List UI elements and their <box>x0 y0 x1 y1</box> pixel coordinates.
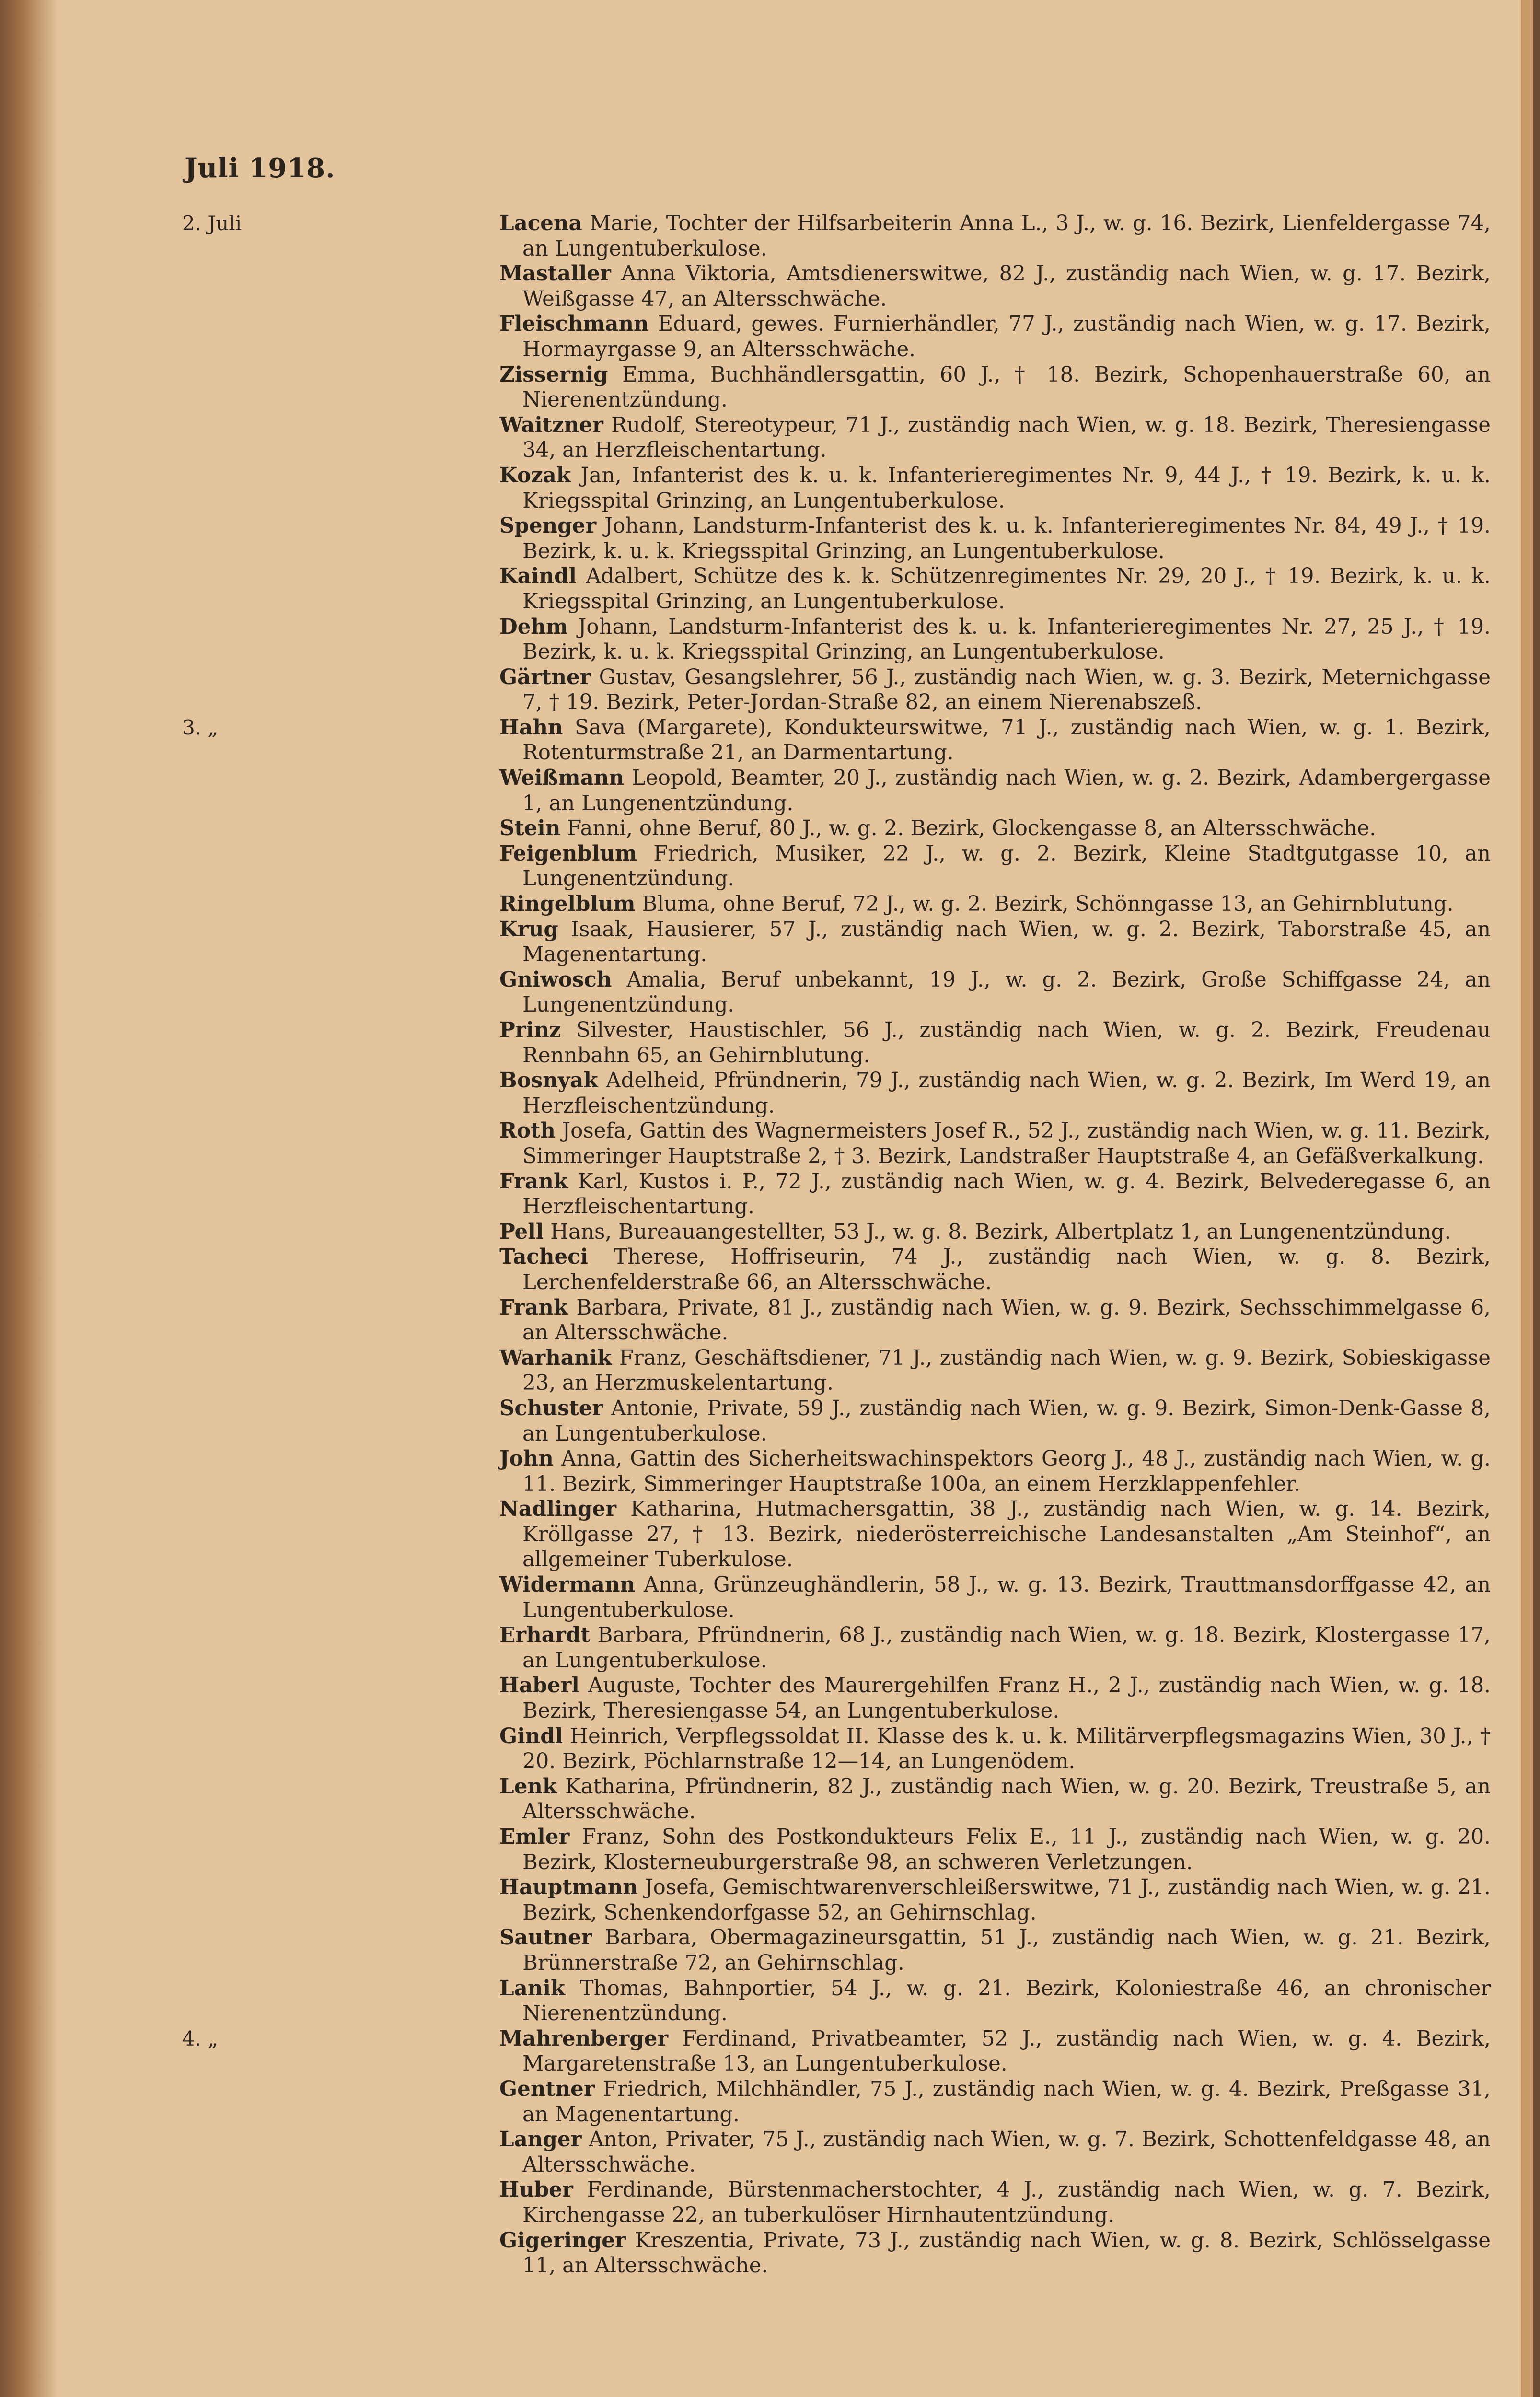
entry-text <box>182 1220 1491 1245</box>
entry-text <box>182 917 1491 967</box>
death-register-list <box>182 211 1491 2279</box>
entry-text <box>182 1673 1491 1723</box>
entry-surname: Waitzner <box>499 412 603 437</box>
entry-text <box>182 1018 1491 1068</box>
entry-surname: Tacheci <box>499 1245 589 1269</box>
entry-details: Karl, Kustos i. P., 72 J., zuständig nach Wien, w. g. 4. Bezirk, Belvederegasse 6, an Herzfleischentartung. <box>522 1169 1491 1219</box>
entry-surname: Ringelblum <box>499 892 636 917</box>
entry-surname: Krug <box>499 917 558 942</box>
entry-surname: Fleischmann <box>499 312 649 337</box>
register-entry <box>182 1220 1491 1245</box>
entry-details: Anna, Gattin des Sicherheitswachinspektors Georg J., 48 J., zuständig nach Wien, w. g. 11. Bezirk, Simmeringer Hauptstraße 100a, an einem Herzklappenfehler. <box>522 1447 1491 1496</box>
entry-surname: Langer <box>499 2127 582 2152</box>
entry-text <box>182 463 1491 513</box>
page-header: Juli 1918. <box>185 152 336 184</box>
entry-details: Franz, Sohn des Postkondukteurs Felix E., 11 J., zuständig nach Wien, w. g. 20. Bezirk, Klosterneuburgerstraße 98, an schweren Verletzungen. <box>522 1825 1491 1874</box>
entry-date: 4. „ <box>182 2026 219 2050</box>
entry-text <box>182 1295 1491 1346</box>
entry-text <box>182 1068 1491 1118</box>
entry-details: Johann, Landsturm-Infanterist des k. u. k. Infanterieregimentes Nr. 27, 25 J., † 19. Bezirk, k. u. k. Kriegsspital Grinzing, an Lungentuberkulose. <box>522 615 1491 664</box>
entry-text <box>182 1346 1491 1396</box>
register-entry <box>182 615 1491 665</box>
entry-text <box>182 2228 1491 2279</box>
entry-text <box>182 1623 1491 1673</box>
register-entry <box>182 1068 1491 1118</box>
entry-date: 2. Juli <box>182 211 242 235</box>
register-entry <box>182 917 1491 967</box>
entry-surname: Lanik <box>499 1976 566 2001</box>
entry-details: Hans, Bureauangestellter, 53 J., w. g. 8. Bezirk, Albertplatz 1, an Lungenentzündung. <box>550 1220 1451 1244</box>
entry-text <box>182 1976 1491 2026</box>
entry-text <box>182 1724 1491 1774</box>
entry-surname: Schuster <box>499 1396 603 1420</box>
entry-surname: Widermann <box>499 1572 636 1597</box>
entry-surname: Gärtner <box>499 664 591 689</box>
entry-text <box>182 766 1491 816</box>
entry-surname: Hahn <box>499 715 563 740</box>
entry-details: Johann, Landsturm-Infanterist des k. u. k. Infanterieregimentes Nr. 84, 49 J., † 19. Bezirk, k. u. k. Kriegsspital Grinzing, an Lungentuberkulose. <box>522 514 1491 563</box>
entry-surname: Emler <box>499 1825 570 1849</box>
entry-text <box>182 2127 1491 2177</box>
register-entry <box>182 766 1491 816</box>
register-entry <box>182 1976 1491 2026</box>
entry-details: Anton, Privater, 75 J., zuständig nach Wien, w. g. 7. Bezirk, Schottenfeldgasse 48, an Altersschwäche. <box>522 2128 1491 2177</box>
entry-surname: Mastaller <box>499 261 611 286</box>
entry-details: Kreszentia, Private, 73 J., zuständig nach Wien, w. g. 8. Bezirk, Schlösselgasse 11, an Altersschwäche. <box>522 2228 1491 2278</box>
entry-text <box>182 312 1491 362</box>
entry-text <box>182 1245 1491 1295</box>
entry-surname: Warhanik <box>499 1345 612 1370</box>
register-entry <box>182 1169 1491 1220</box>
entry-details: Rudolf, Stereotypeur, 71 J., zuständig nach Wien, w. g. 18. Bezirk, Theresiengasse 34, an Herzfleischentartung. <box>522 413 1491 463</box>
register-entry <box>182 1875 1491 1925</box>
entry-surname: Bosnyak <box>499 1068 598 1093</box>
entry-surname: Dehm <box>499 614 568 639</box>
register-entry <box>182 1118 1491 1169</box>
entry-details: Friedrich, Musiker, 22 J., w. g. 2. Bezirk, Kleine Stadtgutgasse 10, an Lungenentzündung. <box>522 841 1491 891</box>
entry-details: Josefa, Gattin des Wagnermeisters Josef R., 52 J., zuständig nach Wien, w. g. 11. Bezirk, Simmeringer Hauptstraße 2, † 3. Bezirk, Landstraßer Hauptstraße 4, an Gefäßverkalkung. <box>522 1119 1491 1168</box>
entry-surname: Hauptmann <box>499 1875 638 1900</box>
entry-surname: Prinz <box>499 1018 561 1042</box>
register-entry <box>182 1446 1491 1497</box>
entry-details: Antonie, Private, 59 J., zuständig nach Wien, w. g. 9. Bezirk, Simon-Denk-Gasse 8, an Lungentuberkulose. <box>522 1396 1491 1446</box>
entry-text <box>182 1396 1491 1446</box>
register-entry <box>182 211 1491 261</box>
entry-details: Barbara, Pfründnerin, 68 J., zuständig nach Wien, w. g. 18. Bezirk, Klostergasse 17, an Lungentuberkulose. <box>522 1623 1491 1673</box>
entry-surname: Stein <box>499 816 561 841</box>
entry-text <box>182 816 1491 841</box>
entry-text <box>182 892 1491 917</box>
entry-text <box>182 1446 1491 1497</box>
register-entry <box>182 841 1491 892</box>
entry-details: Emma, Buchhändlersgattin, 60 J., † 18. Bezirk, Schopenhauerstraße 60, an Nierenentzündung. <box>522 362 1491 412</box>
entry-details: Anna Viktoria, Amtsdienerswitwe, 82 J., zuständig nach Wien, w. g. 17. Bezirk, Weißgasse 47, an Altersschwäche. <box>522 262 1491 311</box>
entry-details: Leopold, Beamter, 20 J., zuständig nach Wien, w. g. 2. Bezirk, Adambergergasse 1, an Lungenentzündung. <box>522 766 1491 815</box>
entry-surname: Huber <box>499 2177 573 2202</box>
entry-text <box>182 261 1491 312</box>
register-entry <box>182 1724 1491 1774</box>
entry-surname: Zissernig <box>499 362 608 387</box>
register-entry <box>182 2177 1491 2228</box>
register-entry <box>182 1018 1491 1068</box>
register-entry <box>182 892 1491 917</box>
register-entry <box>182 1346 1491 1396</box>
entry-surname: Kozak <box>499 463 571 488</box>
register-entry <box>182 1295 1491 1346</box>
entry-surname: Roth <box>499 1118 556 1143</box>
entry-surname: Frank <box>499 1169 568 1194</box>
entry-text <box>182 1774 1491 1825</box>
register-entry <box>182 1497 1491 1572</box>
entry-details: Barbara, Private, 81 J., zuständig nach Wien, w. g. 9. Bezirk, Sechsschimmelgasse 6, an Altersschwäche. <box>522 1295 1491 1345</box>
entry-surname: Lacena <box>499 211 582 235</box>
entry-surname: Weißmann <box>499 766 625 791</box>
entry-text <box>182 665 1491 715</box>
entry-surname: Sautner <box>499 1925 592 1950</box>
register-entry <box>182 1572 1491 1623</box>
register-entry <box>182 1673 1491 1723</box>
entry-text <box>182 1825 1491 1875</box>
entry-surname: Kaindl <box>499 564 577 589</box>
register-entry <box>182 463 1491 513</box>
register-entry <box>182 1774 1491 1825</box>
entry-surname: Gniwosch <box>499 967 612 992</box>
entry-details: Fanni, ohne Beruf, 80 J., w. g. 2. Bezirk, Glockengasse 8, an Altersschwäche. <box>567 816 1377 841</box>
entry-text <box>182 841 1491 892</box>
register-entry <box>182 967 1491 1018</box>
register-entry <box>182 564 1491 614</box>
entry-details: Bluma, ohne Beruf, 72 J., w. g. 2. Bezirk, Schönngasse 13, an Gehirnblutung. <box>642 892 1454 917</box>
entry-text <box>182 513 1491 564</box>
page-edge-dark <box>1533 0 1540 2397</box>
entry-text <box>182 362 1491 413</box>
register-entry <box>182 1245 1491 1295</box>
entry-details: Adalbert, Schütze des k. k. Schützenregimentes Nr. 29, 20 J., † 19. Bezirk, k. u. k. Kriegsspital Grinzing, an Lungentuberkulose. <box>522 564 1491 614</box>
register-entry <box>182 413 1491 463</box>
binding-shadow <box>0 0 58 2397</box>
entry-text <box>182 1497 1491 1572</box>
entry-surname: Spenger <box>499 513 597 538</box>
entry-text <box>182 413 1491 463</box>
register-entry <box>182 2228 1491 2279</box>
register-entry <box>182 715 1491 766</box>
register-entry <box>182 2077 1491 2127</box>
register-entry <box>182 1396 1491 1446</box>
register-entry <box>182 261 1491 312</box>
entry-text <box>182 1572 1491 1623</box>
entry-details: Eduard, gewes. Furnierhändler, 77 J., zuständig nach Wien, w. g. 17. Bezirk, Hormayrgasse 9, an Altersschwäche. <box>522 312 1491 361</box>
entry-surname: Feigenblum <box>499 841 637 866</box>
entry-surname: Gigeringer <box>499 2228 626 2253</box>
entry-details: Thomas, Bahnportier, 54 J., w. g. 21. Bezirk, Koloniestraße 46, an chronischer Nierenentzündung. <box>522 1976 1491 2026</box>
register-entry <box>182 2127 1491 2177</box>
entry-text <box>182 967 1491 1018</box>
register-entry <box>182 513 1491 564</box>
entry-details: Sava (Margarete), Kondukteurswitwe, 71 J., zuständig nach Wien, w. g. 1. Bezirk, Rotenturmstraße 21, an Darmentartung. <box>522 715 1491 765</box>
entry-surname: Pell <box>499 1219 544 1244</box>
entry-surname: Erhardt <box>499 1623 591 1648</box>
register-entry <box>182 362 1491 413</box>
entry-details: Anna, Grünzeughändlerin, 58 J., w. g. 13. Bezirk, Trauttmansdorffgasse 42, an Lungentuberkulose. <box>522 1573 1491 1622</box>
entry-surname: Gindl <box>499 1723 563 1748</box>
entry-text <box>182 1875 1491 1925</box>
entry-details: Jan, Infanterist des k. u. k. Infanterieregimentes Nr. 9, 44 J., † 19. Bezirk, k. u. k. Kriegsspital Grinzing, an Lungentuberkulose. <box>522 463 1491 513</box>
register-entry <box>182 312 1491 362</box>
register-entry <box>182 2026 1491 2077</box>
entry-text <box>182 2026 1491 2077</box>
entry-details: Ferdinand, Privatbeamter, 52 J., zuständig nach Wien, w. g. 4. Bezirk, Margaretenstraße 13, an Lungentuberkulose. <box>522 2026 1491 2076</box>
entry-surname: Gentner <box>499 2076 595 2101</box>
entry-date: 3. „ <box>182 715 219 739</box>
entry-text <box>182 615 1491 665</box>
entry-text <box>182 1118 1491 1169</box>
entry-surname: Mahrenberger <box>499 2026 669 2051</box>
entry-surname: Nadlinger <box>499 1497 617 1522</box>
entry-details: Adelheid, Pfründnerin, 79 J., zuständig nach Wien, w. g. 2. Bezirk, Im Werd 19, an Herzfleischentzündung. <box>522 1069 1491 1118</box>
entry-text <box>182 2077 1491 2127</box>
register-entry <box>182 1623 1491 1673</box>
entry-surname: Lenk <box>499 1774 557 1799</box>
entry-details: Josefa, Gemischtwarenverschleißerswitwe, 71 J., zuständig nach Wien, w. g. 21. Bezirk, Schenkendorfgasse 52, an Gehirnschlag. <box>522 1875 1491 1925</box>
entry-details: Auguste, Tochter des Maurergehilfen Franz H., 2 J., zuständig nach Wien, w. g. 18. Bezirk, Theresiengasse 54, an Lungentuberkulose. <box>522 1674 1491 1723</box>
entry-details: Franz, Geschäftsdiener, 71 J., zuständig nach Wien, w. g. 9. Bezirk, Sobieskigasse 23, an Herzmuskelentartung. <box>522 1346 1491 1396</box>
register-entry <box>182 665 1491 715</box>
entry-details: Therese, Hoffriseurin, 74 J., zuständig nach Wien, w. g. 8. Bezirk, Lerchenfelderstraße 66, an Altersschwäche. <box>522 1245 1491 1294</box>
entry-text <box>182 1925 1491 1976</box>
entry-surname: Frank <box>499 1295 568 1320</box>
register-entry <box>182 1825 1491 1875</box>
entry-details: Katharina, Pfründnerin, 82 J., zuständig nach Wien, w. g. 20. Bezirk, Treustraße 5, an Altersschwäche. <box>522 1774 1491 1824</box>
entry-surname: John <box>499 1446 554 1471</box>
entry-details: Barbara, Obermagazineursgattin, 51 J., zuständig nach Wien, w. g. 21. Bezirk, Brünnerstraße 72, an Gehirnschlag. <box>522 1926 1491 1975</box>
entry-details: Heinrich, Verpflegssoldat II. Klasse des k. u. k. Militärverpflegsmagazins Wien, 30 J., † 20. Bezirk, Pöchlarnstraße 12—14, an Lungenödem. <box>522 1724 1491 1774</box>
entry-text <box>182 211 1491 261</box>
entry-text <box>182 564 1491 614</box>
entry-text <box>182 1169 1491 1220</box>
entry-text <box>182 715 1491 766</box>
entry-details: Gustav, Gesangslehrer, 56 J., zuständig nach Wien, w. g. 3. Bezirk, Meternichgasse 7, † 19. Bezirk, Peter-Jordan-Straße 82, an einem Nierenabszeß. <box>522 665 1491 715</box>
entry-details: Amalia, Beruf unbekannt, 19 J., w. g. 2. Bezirk, Große Schiffgasse 24, an Lungenentzündung. <box>522 967 1491 1017</box>
entry-text <box>182 2177 1491 2228</box>
entry-details: Katharina, Hutmachersgattin, 38 J., zuständig nach Wien, w. g. 14. Bezirk, Kröllgasse 27, † 13. Bezirk, niederösterreichische Landesanstalten „Am Steinhof“, an allgemeiner Tuberkulose. <box>522 1497 1491 1572</box>
register-entry <box>182 816 1491 841</box>
entry-details: Friedrich, Milchhändler, 75 J., zuständig nach Wien, w. g. 4. Bezirk, Preßgasse 31, an Magenentartung. <box>522 2077 1491 2127</box>
entry-details: Ferdinande, Bürstenmacherstochter, 4 J., zuständig nach Wien, w. g. 7. Bezirk, Kirchengasse 22, an tuberkulöser Hirnhautentzündung. <box>522 2178 1491 2227</box>
entry-details: Silvester, Haustischler, 56 J., zuständig nach Wien, w. g. 2. Bezirk, Freudenau Rennbahn 65, an Gehirnblutung. <box>522 1018 1491 1068</box>
entry-details: Isaak, Hausierer, 57 J., zuständig nach Wien, w. g. 2. Bezirk, Taborstraße 45, an Magenentartung. <box>522 917 1491 967</box>
register-entry <box>182 1925 1491 1976</box>
entry-surname: Haberl <box>499 1673 579 1698</box>
entry-details: Marie, Tochter der Hilfsarbeiterin Anna L., 3 J., w. g. 16. Bezirk, Lienfeldergasse 74, an Lungentuberkulose. <box>522 211 1491 261</box>
